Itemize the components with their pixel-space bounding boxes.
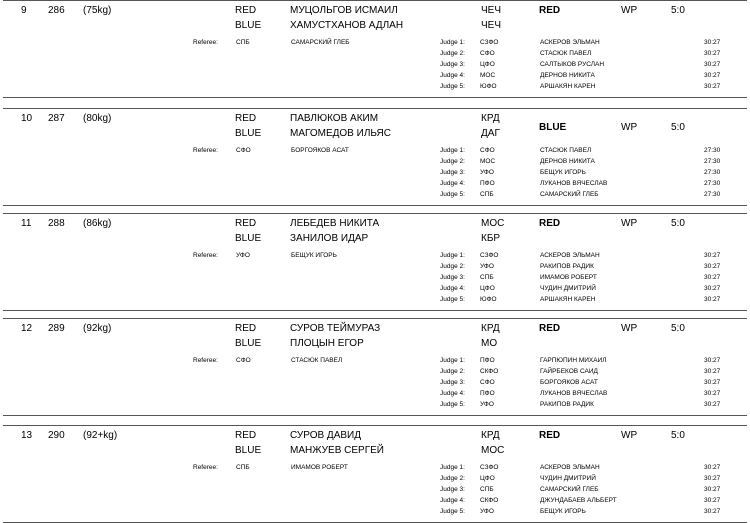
judge-score: 30:27 <box>704 497 721 504</box>
bout-id: 288 <box>48 218 65 229</box>
judge-score: 30:27 <box>704 379 721 386</box>
judge-name: ДЖУНДАБАЕВ АЛЬБЕРТ <box>540 497 617 504</box>
judge-label: Judge 4: <box>440 180 465 187</box>
referee-name: ИМАМОВ РОБЕРТ <box>291 464 348 471</box>
blue-fighter-region: МО <box>481 338 498 349</box>
winner-corner: RED <box>539 218 561 229</box>
judge-region: СПБ <box>480 274 494 281</box>
weight-class: (80kg) <box>83 113 112 124</box>
final-score: 5:0 <box>671 218 685 229</box>
referee-label: Referee: <box>193 357 218 364</box>
judge-region: СФО <box>480 50 495 57</box>
judge-score: 30:27 <box>704 72 721 79</box>
bout-block <box>3 108 747 206</box>
judge-label: Judge 2: <box>440 50 465 57</box>
judge-score: 30:27 <box>704 50 721 57</box>
referee-label: Referee: <box>193 252 218 259</box>
bout-id: 287 <box>48 113 65 124</box>
judge-label: Judge 4: <box>440 72 465 79</box>
judge-region: ПФО <box>480 357 495 364</box>
judge-name: БОРГОЯКОВ АСАТ <box>540 379 598 386</box>
judge-name: ДЕРНОВ НИКИТА <box>540 158 595 165</box>
red-fighter-name: СУРОВ ТЕЙМУРАЗ <box>290 323 381 334</box>
judge-name: ГАРПЮПИН МИХАИЛ <box>540 357 607 364</box>
win-method: WP <box>621 218 638 229</box>
judge-label: Judge 3: <box>440 61 465 68</box>
judge-region: МОС <box>480 158 496 165</box>
judge-name: РАКИПОВ РАДИК <box>540 263 594 270</box>
judge-score: 30:27 <box>704 83 721 90</box>
judge-label: Judge 5: <box>440 508 465 515</box>
judge-score: 30:27 <box>704 464 721 471</box>
judge-region: СЗФО <box>480 39 499 46</box>
blue-fighter-region: ЧЕЧ <box>481 20 501 31</box>
judge-score: 30:27 <box>704 296 721 303</box>
judge-region: ЦФО <box>480 61 495 68</box>
blue-fighter-name: МАГОМЕДОВ ИЛЬЯС <box>290 128 391 139</box>
judge-region: УФО <box>480 169 494 176</box>
blue-corner-label: BLUE <box>235 445 262 456</box>
red-fighter-region: КРД <box>481 323 500 334</box>
red-fighter-name: ПАВЛЮКОВ АКИМ <box>290 113 379 124</box>
judge-region: СЗФО <box>480 464 499 471</box>
judge-region: ЦФО <box>480 475 495 482</box>
judge-score: 30:27 <box>704 61 721 68</box>
judge-score: 30:27 <box>704 368 721 375</box>
winner-corner: RED <box>539 323 561 334</box>
red-corner-label: RED <box>235 218 257 229</box>
referee-label: Referee: <box>193 147 218 154</box>
win-method: WP <box>621 5 638 16</box>
red-fighter-region: КРД <box>481 113 500 124</box>
judge-score: 30:27 <box>704 475 721 482</box>
bout-block <box>3 0 747 98</box>
judge-name: ЛУКАНОВ ВЯЧЕСЛАВ <box>540 390 608 397</box>
red-fighter-name: СУРОВ ДАВИД <box>290 430 361 441</box>
judge-label: Judge 3: <box>440 169 465 176</box>
blue-fighter-region: КБР <box>481 233 501 244</box>
judge-label: Judge 4: <box>440 285 465 292</box>
judge-region: ЦФО <box>480 285 495 292</box>
win-method: WP <box>621 323 638 334</box>
final-score: 5:0 <box>671 122 685 133</box>
bout-number: 13 <box>21 430 33 441</box>
win-method: WP <box>621 122 638 133</box>
judge-label: Judge 2: <box>440 475 465 482</box>
blue-corner-label: BLUE <box>235 20 262 31</box>
judge-region: УФО <box>480 401 494 408</box>
blue-fighter-name: МАНЖУЕВ СЕРГЕЙ <box>290 445 384 456</box>
red-corner-label: RED <box>235 323 257 334</box>
blue-fighter-name: ЗАНИЛОВ ИДАР <box>290 233 369 244</box>
judge-score: 30:27 <box>704 274 721 281</box>
judge-name: АСКЕРОВ ЭЛЬМАН <box>540 39 600 46</box>
blue-corner-label: BLUE <box>235 233 262 244</box>
judge-label: Judge 4: <box>440 497 465 504</box>
winner-corner: BLUE <box>539 122 567 133</box>
judge-region: МОС <box>480 72 496 79</box>
referee-name: СТАСЮК ПАВЕЛ <box>291 357 343 364</box>
judge-region: СЗФО <box>480 252 499 259</box>
judge-label: Judge 5: <box>440 191 465 198</box>
judge-region: СФО <box>480 379 495 386</box>
judge-name: БЕЩУК ИГОРЬ <box>540 169 586 176</box>
judge-score: 30:27 <box>704 285 721 292</box>
referee-label: Referee: <box>193 39 218 46</box>
red-corner-label: RED <box>235 113 257 124</box>
red-fighter-name: ЛЕБЕДЕВ НИКИТА <box>290 218 380 229</box>
judge-score: 30:27 <box>704 252 721 259</box>
judge-name: ЧУДИН ДМИТРИЙ <box>540 285 596 292</box>
judge-label: Judge 2: <box>440 368 465 375</box>
judge-region: ЮФО <box>480 296 497 303</box>
red-corner-label: RED <box>235 5 257 16</box>
judge-name: САМАРСКИЙ ГЛЕБ <box>540 486 599 493</box>
final-score: 5:0 <box>671 430 685 441</box>
red-fighter-region: МОС <box>481 218 505 229</box>
bout-id: 290 <box>48 430 65 441</box>
judge-name: АСКЕРОВ ЭЛЬМАН <box>540 464 600 471</box>
judge-label: Judge 1: <box>440 252 465 259</box>
bout-number: 11 <box>21 218 32 229</box>
judge-name: АРШАКЯН КАРЕН <box>540 296 596 303</box>
judge-region: УФО <box>480 263 494 270</box>
judge-region: СКФО <box>480 368 499 375</box>
judge-name: ДЕРНОВ НИКИТА <box>540 72 595 79</box>
blue-fighter-name: ХАМУСТХАНОВ АДЛАН <box>290 20 404 31</box>
bout-block <box>3 425 747 523</box>
judge-label: Judge 5: <box>440 401 465 408</box>
blue-corner-label: BLUE <box>235 338 262 349</box>
judge-label: Judge 1: <box>440 147 465 154</box>
judge-name: ЧУДИН ДМИТРИЙ <box>540 475 596 482</box>
judge-label: Judge 5: <box>440 83 465 90</box>
red-fighter-region: КРД <box>481 430 500 441</box>
judge-region: УФО <box>480 508 494 515</box>
weight-class: (92kg) <box>83 323 112 334</box>
judge-name: БЕЩУК ИГОРЬ <box>540 508 586 515</box>
judge-region: ЮФО <box>480 83 497 90</box>
judge-name: АРШАКЯН КАРЕН <box>540 83 596 90</box>
blue-fighter-region: МОС <box>481 445 505 456</box>
judge-name: РАКИПОВ РАДИК <box>540 401 594 408</box>
bout-id: 286 <box>48 5 65 16</box>
judge-name: АСКЕРОВ ЭЛЬМАН <box>540 252 600 259</box>
bout-block <box>3 318 747 416</box>
judge-score: 30:27 <box>704 390 721 397</box>
blue-corner-label: BLUE <box>235 128 262 139</box>
referee-region: УФО <box>236 252 250 259</box>
referee-label: Referee: <box>193 464 218 471</box>
win-method: WP <box>621 430 638 441</box>
judge-name: САЛТЫКОВ РУСЛАН <box>540 61 605 68</box>
weight-class: (92+kg) <box>83 430 118 441</box>
referee-region: СФО <box>236 147 251 154</box>
judge-label: Judge 3: <box>440 379 465 386</box>
final-score: 5:0 <box>671 323 685 334</box>
final-score: 5:0 <box>671 5 685 16</box>
judge-score: 30:27 <box>704 508 721 515</box>
judge-label: Judge 4: <box>440 390 465 397</box>
judge-score: 30:27 <box>704 401 721 408</box>
judge-label: Judge 1: <box>440 39 465 46</box>
red-fighter-region: ЧЕЧ <box>481 5 501 16</box>
referee-name: БЕЩУК ИГОРЬ <box>291 252 337 259</box>
judge-label: Judge 5: <box>440 296 465 303</box>
winner-corner: RED <box>539 5 561 16</box>
judge-score: 27:30 <box>704 169 721 176</box>
judge-label: Judge 3: <box>440 486 465 493</box>
judge-name: ИМАМОВ РОБЕРТ <box>540 274 597 281</box>
judge-region: ПФО <box>480 180 495 187</box>
judge-label: Judge 3: <box>440 274 465 281</box>
bout-number: 9 <box>21 5 27 16</box>
weight-class: (86kg) <box>83 218 112 229</box>
referee-name: САМАРСКИЙ ГЛЕБ <box>291 39 350 46</box>
judge-score: 27:30 <box>704 147 721 154</box>
judge-region: СКФО <box>480 497 499 504</box>
judge-region: СФО <box>480 147 495 154</box>
bout-number: 10 <box>21 113 33 124</box>
judge-score: 30:27 <box>704 486 721 493</box>
referee-region: СПБ <box>236 464 250 471</box>
judge-score: 30:27 <box>704 263 721 270</box>
bout-id: 289 <box>48 323 65 334</box>
blue-fighter-region: ДАГ <box>481 128 500 139</box>
bout-block <box>3 213 747 311</box>
judge-score: 30:27 <box>704 357 721 364</box>
judge-score: 27:30 <box>704 180 721 187</box>
referee-region: СФО <box>236 357 251 364</box>
judge-name: ЛУКАНОВ ВЯЧЕСЛАВ <box>540 180 608 187</box>
judge-score: 27:30 <box>704 158 721 165</box>
judge-label: Judge 2: <box>440 158 465 165</box>
referee-name: БОРГОЯКОВ АСАТ <box>291 147 349 154</box>
red-fighter-name: МУЦОЛЬГОВ ИСМАИЛ <box>290 5 398 16</box>
judge-name: ГАЙРБЕКОВ САИД <box>540 368 598 375</box>
red-corner-label: RED <box>235 430 257 441</box>
judge-name: СТАСЮК ПАВЕЛ <box>540 147 592 154</box>
blue-fighter-name: ПЛОЦЫН ЕГОР <box>290 338 364 349</box>
judge-label: Judge 1: <box>440 357 465 364</box>
winner-corner: RED <box>539 430 561 441</box>
judge-name: САМАРСКИЙ ГЛЕБ <box>540 191 599 198</box>
bout-number: 12 <box>21 323 33 334</box>
judge-score: 30:27 <box>704 39 721 46</box>
referee-region: СПБ <box>236 39 250 46</box>
judge-region: СПБ <box>480 486 494 493</box>
judge-name: СТАСЮК ПАВЕЛ <box>540 50 592 57</box>
judge-label: Judge 1: <box>440 464 465 471</box>
judge-score: 27:30 <box>704 191 721 198</box>
judge-region: ПФО <box>480 390 495 397</box>
judge-region: СПБ <box>480 191 494 198</box>
judge-label: Judge 2: <box>440 263 465 270</box>
weight-class: (75kg) <box>83 5 112 16</box>
